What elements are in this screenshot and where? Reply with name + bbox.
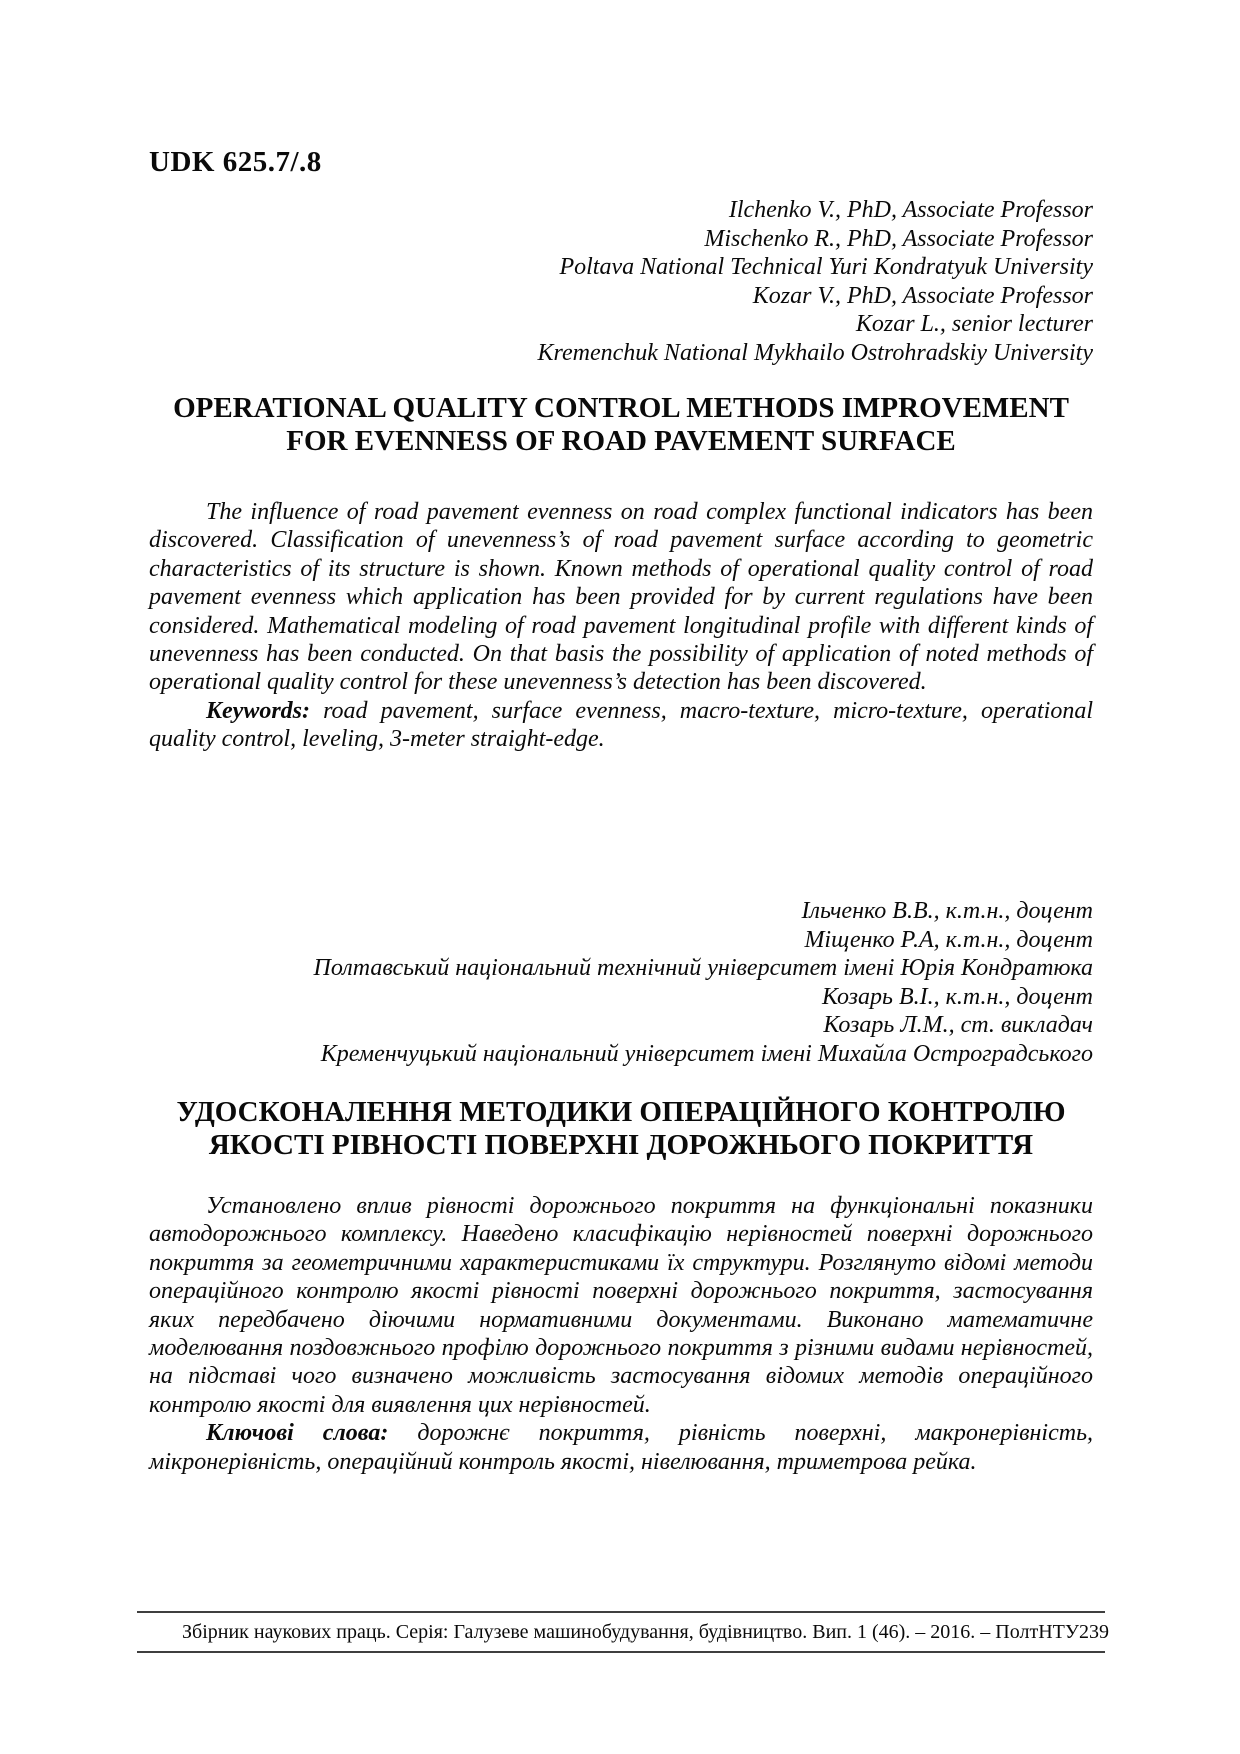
author-line: Kozar L., senior lecturer — [855, 311, 1093, 338]
abstract-en: The influence of road pavement evenness on road complex functional indicators has been discovered. Classification of unevenness’s of road pavement surface according to geometric characteristics of its structure is shown. Known methods of operational quality control of road pavement evenness which application has been provided for by current regulations have been considered. Mathematical modeling of road pavement longitudinal profile with different kinds of unevenness has been conducted. On that basis the possibility of application of noted methods of operational quality control for these unevenness’s detection has been discovered. — [149, 499, 1093, 696]
paper-title-en-line1: OPERATIONAL QUALITY CONTROL METHODS IMPROVEMENT — [173, 392, 1069, 424]
authors-block-ua — [314, 897, 1093, 1069]
page-footer — [137, 1611, 1110, 1653]
affiliation-line: Кременчуцький національний університет імені Михайла Остроградського — [320, 1040, 1093, 1067]
author-line: Козарь В.І., к.т.н., доцент — [821, 983, 1093, 1010]
abstract-block-ua — [149, 1192, 1093, 1476]
udk-code: UDK 625.7/.8 — [149, 146, 322, 178]
keywords-ua-label: Ключові слова: — [206, 1420, 389, 1447]
keywords-en — [149, 697, 1093, 754]
affiliation-line: Полтавський національний технічний університет імені Юрія Кондратюка — [313, 955, 1093, 982]
paper-title-en-line2: FOR EVENNESS OF ROAD PAVEMENT SURFACE — [286, 425, 956, 457]
abstract-block-en — [149, 498, 1093, 754]
authors-block-en — [538, 196, 1093, 368]
paper-title-ua-line1: УДОСКОНАЛЕННЯ МЕТОДИКИ ОПЕРАЦІЙНОГО КОНТРОЛЮ — [176, 1096, 1066, 1128]
author-line: Козарь Л.М., ст. викладач — [823, 1012, 1093, 1039]
paper-title-en — [149, 392, 1093, 458]
author-line: Ilchenko V., PhD, Associate Professor — [728, 197, 1093, 223]
keywords-ua — [149, 1419, 1093, 1476]
author-line: Mischenko R., PhD, Associate Professor — [704, 225, 1093, 252]
affiliation-line: Kremenchuk National Mykhailo Ostrohradskiy University — [537, 339, 1093, 366]
footer-journal-citation: Збірник наукових праць. Серія: Галузеве машинобудування, будівництво. Вип. 1 (46). – 2016. – ПолтНТУ — [182, 1620, 1080, 1643]
keywords-ua-text: дорожнє покриття, рівність поверхні, макронерівність, мікронерівність, операційний контроль якості, нівелювання, триметрова рейка. — [149, 1420, 1093, 1475]
paper-title-ua — [149, 1096, 1093, 1162]
keywords-en-text: road pavement, surface evenness, macro-texture, micro-texture, operational quality control, leveling, 3-meter straight-edge. — [149, 697, 1093, 753]
abstract-ua: Установлено вплив рівності дорожнього покриття на функціональні показники автодорожнього комплексу. Наведено класифікацію нерівностей поверхні дорожнього покриття за геометричними характеристиками їх структури. Розглянуто відомі методи операційного контролю якості рівності поверхні дорожнього покриття, застосування яких передбачено діючими нормативними документами. Виконано математичне моделювання поздовжнього профілю дорожнього покриття з різними видами нерівностей, на підставі чого визначено можливість застосування відомих методів операційного контролю якості для виявлення цих нерівностей. — [149, 1193, 1093, 1418]
affiliation-line: Poltava National Technical Yuri Kondratyuk University — [559, 254, 1093, 281]
footer-page-number: 239 — [1079, 1620, 1110, 1643]
paper-title-ua-line2: ЯКОСТІ РІВНОСТІ ПОВЕРХНІ ДОРОЖНЬОГО ПОКРИТТЯ — [208, 1129, 1034, 1161]
author-line: Kozar V., PhD, Associate Professor — [752, 282, 1093, 309]
author-line: Міщенко Р.А, к.т.н., доцент — [804, 926, 1093, 953]
keywords-en-label: Keywords: — [206, 697, 310, 724]
author-line: Ільченко В.В., к.т.н., доцент — [801, 898, 1093, 924]
